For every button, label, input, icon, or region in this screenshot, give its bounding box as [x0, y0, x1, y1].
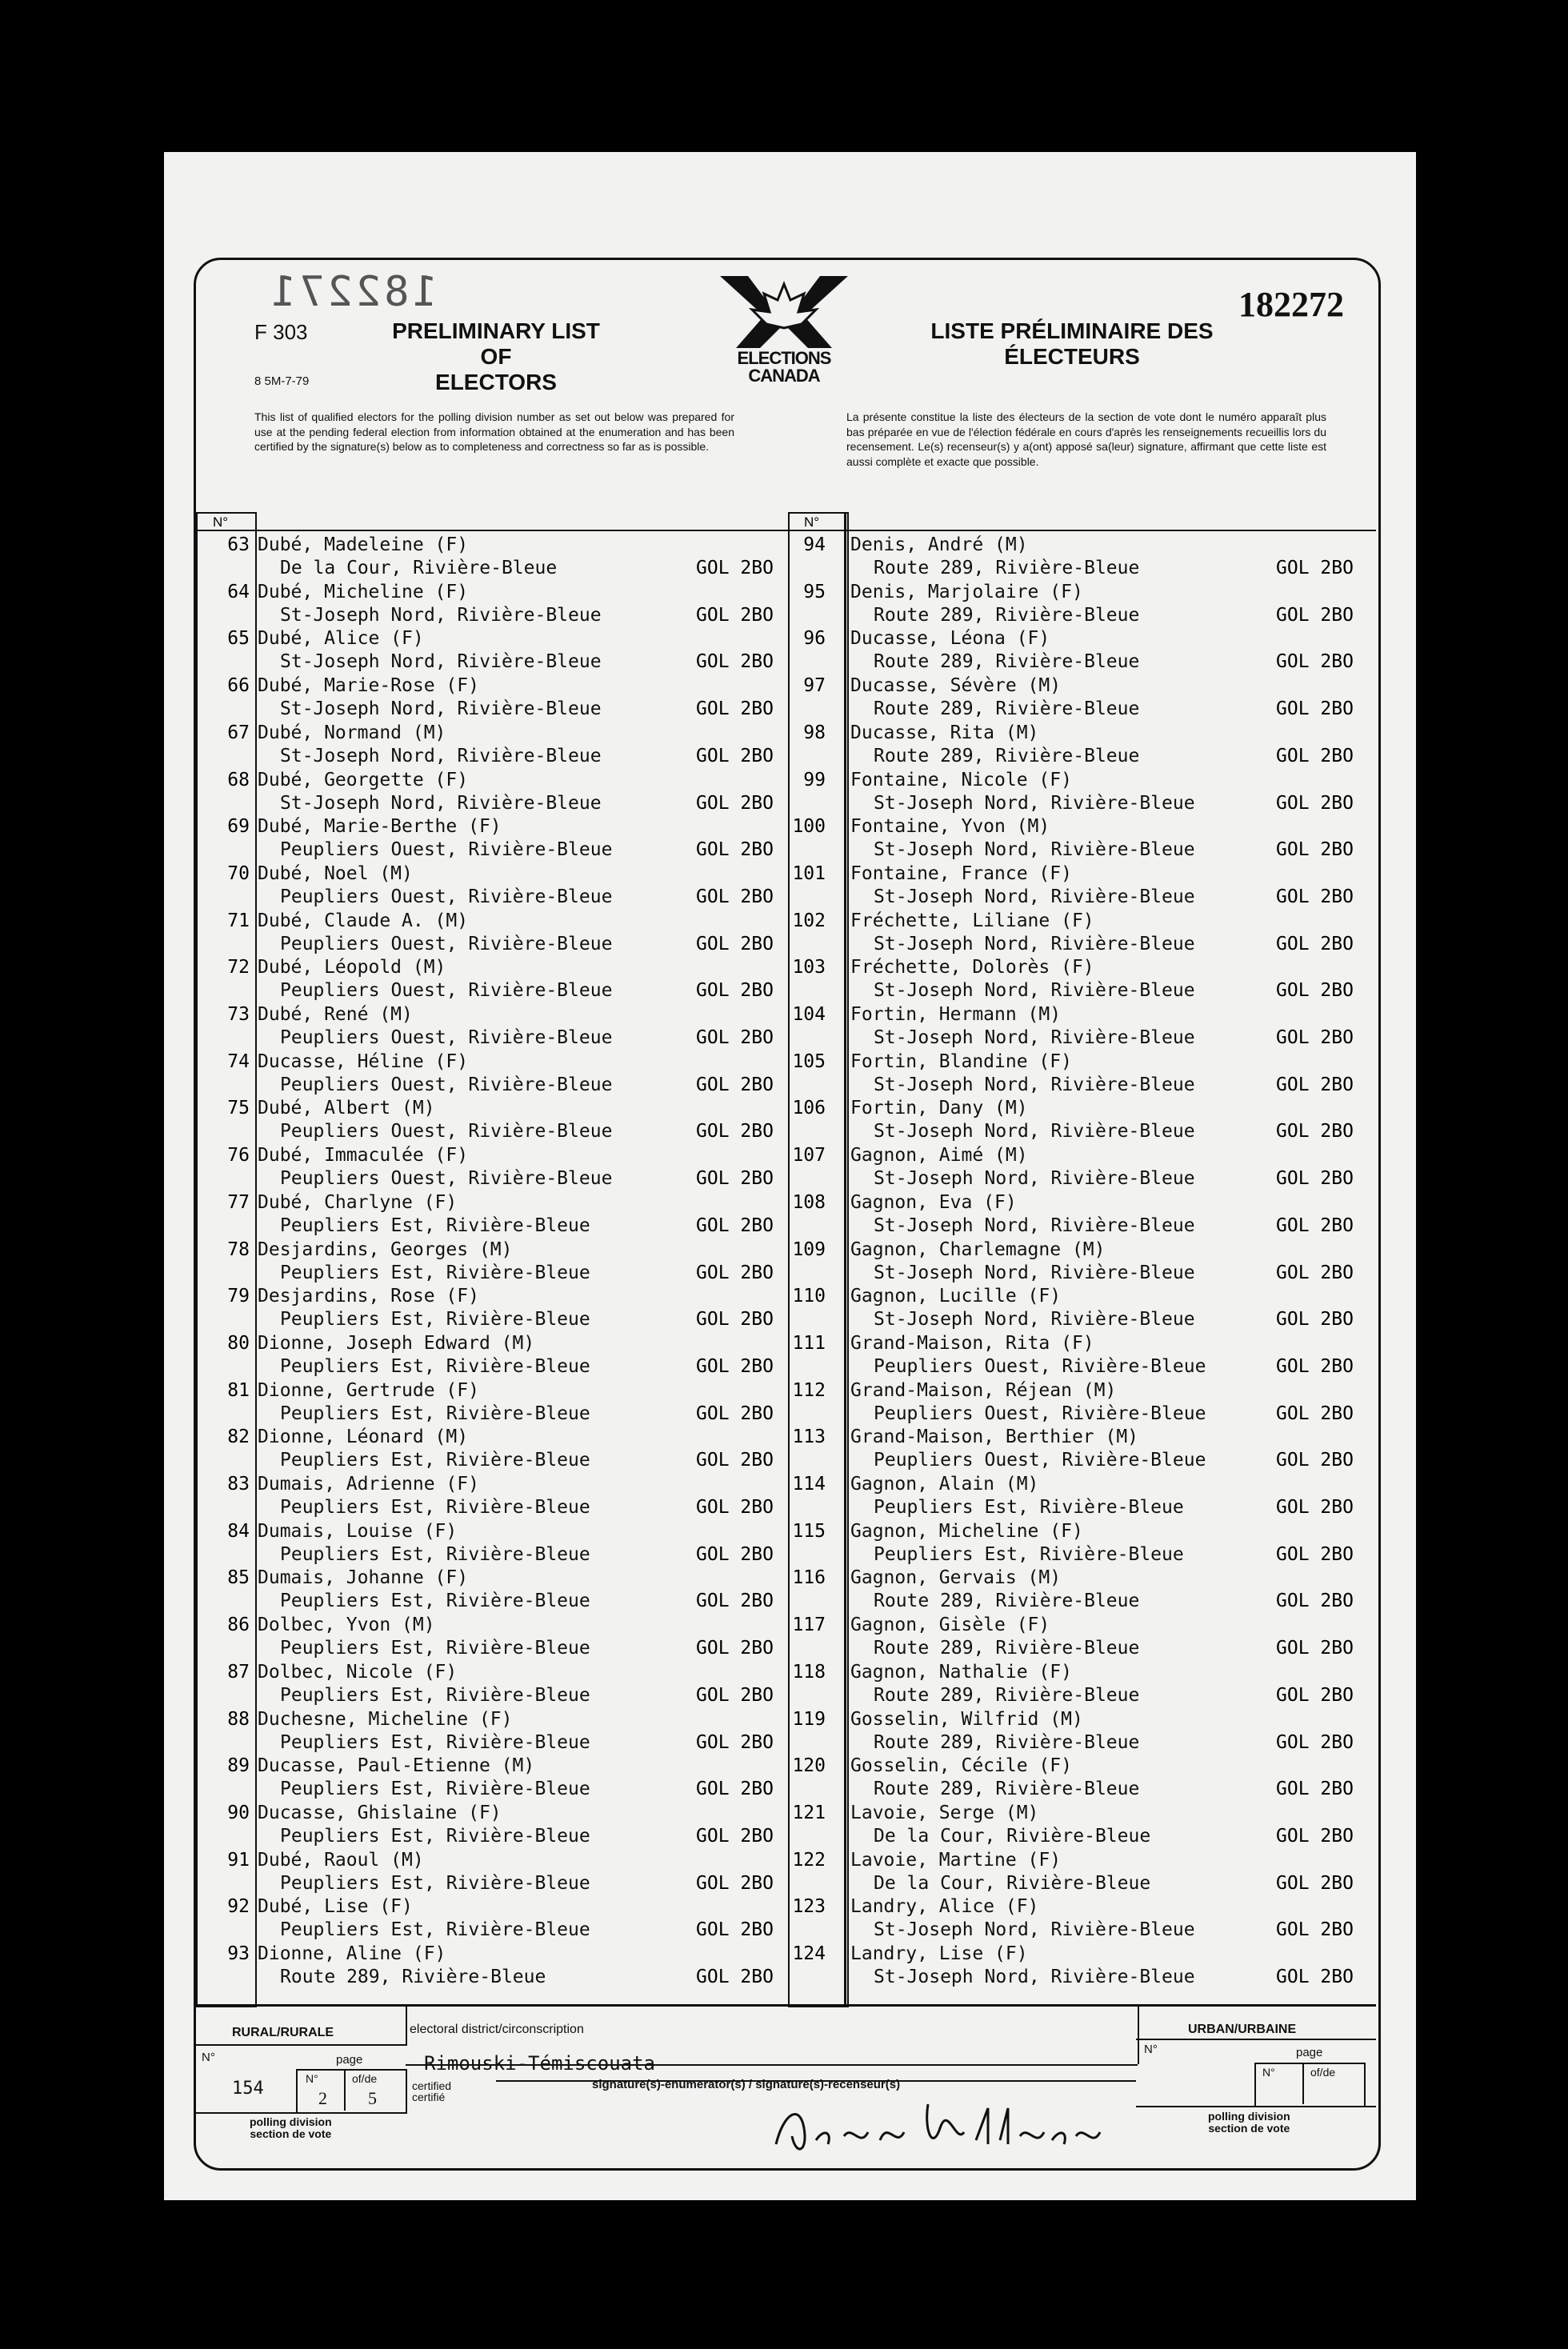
postal-code: GOL 2BO: [696, 933, 774, 954]
elector-name: Gagnon, Aimé (M): [850, 1145, 1028, 1166]
elector-name: Desjardins, Rose (F): [258, 1286, 479, 1307]
elector-name: Grand-Maison, Réjean (M): [850, 1379, 1117, 1401]
postal-code: GOL 2BO: [1276, 1872, 1354, 1894]
enumerator-signature-icon: [768, 2096, 1104, 2160]
urban-rule: [1136, 2039, 1376, 2042]
entry-number: 64: [227, 581, 250, 602]
entry-number: 63: [227, 534, 250, 555]
form-number: F 303: [254, 320, 308, 344]
entry-number: 104: [792, 1004, 826, 1025]
title-en-line1: PRELIMINARY LIST OF: [392, 318, 600, 369]
elector-name: Dubé, Raoul (M): [258, 1849, 424, 1871]
postal-code: GOL 2BO: [1276, 1168, 1354, 1190]
elector-name: Dolbec, Yvon (M): [258, 1615, 435, 1636]
postal-code: GOL 2BO: [696, 1779, 774, 1800]
urban-page-of-label: of/de: [1310, 2066, 1336, 2079]
entry-number: 78: [227, 1239, 250, 1260]
elector-address: Peupliers Est, Rivière-Bleue: [280, 1262, 590, 1283]
postal-code: GOL 2BO: [696, 558, 774, 578]
title-fr-line2: ÉLECTEURS: [1004, 344, 1140, 369]
elector-name: Gagnon, Lucille (F): [850, 1286, 1062, 1307]
postal-code: GOL 2BO: [696, 1215, 774, 1236]
elector-name: Fontaine, Nicole (F): [850, 769, 1072, 790]
elector-address: St-Joseph Nord, Rivière-Bleue: [874, 792, 1195, 814]
elector-address: Peupliers Est, Rivière-Bleue: [874, 1497, 1184, 1518]
urban-polling-label-en: polling division: [1208, 2110, 1290, 2123]
entry-number: 84: [227, 1520, 250, 1542]
elector-address: Peupliers Ouest, Rivière-Bleue: [280, 1027, 613, 1048]
elector-name: Fréchette, Dolorès (F): [850, 957, 1094, 978]
postal-code: GOL 2BO: [1276, 886, 1354, 907]
elector-name: Dionne, Léonard (M): [258, 1427, 469, 1448]
entry-number: 118: [792, 1661, 826, 1683]
postal-code: GOL 2BO: [1276, 1355, 1354, 1377]
postal-code: GOL 2BO: [696, 651, 774, 673]
entry-number: 111: [792, 1332, 826, 1354]
entry-number: 73: [227, 1004, 250, 1025]
page-divider: [344, 2069, 347, 2111]
postal-code: GOL 2BO: [1276, 1825, 1354, 1847]
elector-address: St-Joseph Nord, Rivière-Bleue: [280, 792, 602, 814]
elector-name: Dubé, Georgette (F): [258, 769, 469, 790]
elector-name: Gagnon, Gisèle (F): [850, 1615, 1050, 1636]
postal-code: GOL 2BO: [696, 1731, 774, 1753]
elector-address: Peupliers Ouest, Rivière-Bleue: [280, 980, 613, 1002]
elector-address: Route 289, Rivière-Bleue: [874, 558, 1140, 578]
elector-name: Gosselin, Wilfrid (M): [850, 1708, 1083, 1730]
urban-polling-rule: [1136, 2106, 1376, 2109]
middle-rule: [844, 512, 846, 2004]
postal-code: GOL 2BO: [1276, 1779, 1354, 1800]
entry-number: 99: [803, 769, 826, 790]
entry-number: 87: [227, 1661, 250, 1683]
rural-page-label: page: [336, 2053, 363, 2067]
elector-address: St-Joseph Nord, Rivière-Bleue: [874, 1967, 1195, 1987]
signature-line: [496, 2080, 1136, 2083]
elector-name: Ducasse, Ghislaine (F): [258, 1802, 502, 1823]
elector-address: Peupliers Est, Rivière-Bleue: [280, 1919, 590, 1941]
elector-name: Dubé, Marie-Berthe (F): [258, 816, 502, 838]
entry-number: 85: [227, 1567, 250, 1589]
title-english: [376, 318, 616, 395]
elector-address: Route 289, Rivière-Bleue: [874, 1731, 1140, 1753]
certified-fr: certifié: [412, 2091, 446, 2103]
entry-number: 109: [792, 1239, 826, 1260]
elector-address: Peupliers Ouest, Rivière-Bleue: [280, 933, 613, 954]
page-total: 5: [368, 2088, 377, 2108]
entry-number: 122: [792, 1849, 826, 1871]
entry-number: 80: [227, 1332, 250, 1354]
entry-number: 72: [227, 957, 250, 978]
entry-number: 94: [803, 534, 826, 555]
postal-code: GOL 2BO: [696, 1825, 774, 1847]
district-bottom-rule: [406, 2064, 1138, 2067]
entry-number: 82: [227, 1427, 250, 1448]
entry-number: 107: [792, 1145, 826, 1166]
elector-name: Dubé, Immaculée (F): [258, 1145, 469, 1166]
postal-code: GOL 2BO: [696, 698, 774, 720]
elector-name: Dubé, René (M): [258, 1004, 413, 1025]
urban-no-label: N°: [1144, 2043, 1158, 2056]
elector-address: Route 289, Rivière-Bleue: [874, 1779, 1140, 1800]
elector-address: Peupliers Est, Rivière-Bleue: [280, 1215, 590, 1236]
postal-code: GOL 2BO: [696, 1872, 774, 1894]
elector-address: Peupliers Ouest, Rivière-Bleue: [280, 1121, 613, 1142]
elector-address: St-Joseph Nord, Rivière-Bleue: [280, 745, 602, 766]
title-french: [912, 318, 1232, 370]
elector-name: Dubé, Lise (F): [258, 1896, 413, 1918]
elector-address: Peupliers Ouest, Rivière-Bleue: [280, 839, 613, 861]
elector-address: Route 289, Rivière-Bleue: [874, 604, 1140, 626]
entry-number: 113: [792, 1427, 826, 1448]
postal-code: GOL 2BO: [696, 1638, 774, 1659]
postal-code: GOL 2BO: [696, 745, 774, 766]
elector-name: Dubé, Marie-Rose (F): [258, 675, 479, 697]
rural-label: RURAL/RURALE: [232, 2026, 334, 2039]
entry-number: 115: [792, 1520, 826, 1542]
elector-name: Gagnon, Eva (F): [850, 1191, 1017, 1213]
postal-code: GOL 2BO: [1276, 1591, 1354, 1612]
postal-code: GOL 2BO: [1276, 1121, 1354, 1142]
postal-code: GOL 2BO: [1276, 1497, 1354, 1518]
entry-number: 65: [227, 628, 250, 650]
elector-name: Dubé, Madeleine (F): [258, 534, 469, 555]
postal-code: GOL 2BO: [1276, 933, 1354, 954]
entry-number: 97: [803, 675, 826, 697]
postal-code: GOL 2BO: [696, 1543, 774, 1565]
postal-code: GOL 2BO: [696, 1121, 774, 1142]
entry-number: 119: [792, 1708, 826, 1730]
elector-address: Peupliers Est, Rivière-Bleue: [874, 1543, 1184, 1565]
elector-name: Dolbec, Nicole (F): [258, 1661, 458, 1683]
postal-code: GOL 2BO: [696, 1591, 774, 1612]
elector-address: Route 289, Rivière-Bleue: [874, 698, 1140, 720]
elector-name: Ducasse, Rita (M): [850, 722, 1039, 743]
postal-code: GOL 2BO: [1276, 1450, 1354, 1471]
entry-number: 81: [227, 1379, 250, 1401]
postal-code: GOL 2BO: [1276, 604, 1354, 626]
elector-address: Peupliers Est, Rivière-Bleue: [280, 1497, 590, 1518]
elector-address: Route 289, Rivière-Bleue: [874, 1638, 1140, 1659]
elector-address: St-Joseph Nord, Rivière-Bleue: [874, 839, 1195, 861]
elector-address: Peupliers Est, Rivière-Bleue: [280, 1825, 590, 1847]
elector-name: Landry, Alice (F): [850, 1896, 1039, 1918]
elector-address: St-Joseph Nord, Rivière-Bleue: [874, 1215, 1195, 1236]
elector-address: Peupliers Est, Rivière-Bleue: [280, 1638, 590, 1659]
elector-address: St-Joseph Nord, Rivière-Bleue: [874, 1121, 1195, 1142]
entry-number: 108: [792, 1191, 826, 1213]
entry-number: 98: [803, 722, 826, 743]
entry-number: 105: [792, 1050, 826, 1072]
entry-number: 116: [792, 1567, 826, 1589]
district-label: electoral district/circonscription: [410, 2023, 584, 2036]
page-no-label: N°: [306, 2072, 318, 2085]
entry-number: 86: [227, 1615, 250, 1636]
postal-code: GOL 2BO: [696, 839, 774, 861]
elector-address: De la Cour, Rivière-Bleue: [874, 1825, 1151, 1847]
entry-number: 124: [792, 1943, 826, 1964]
elector-address: Peupliers Est, Rivière-Bleue: [280, 1543, 590, 1565]
elector-address: St-Joseph Nord, Rivière-Bleue: [280, 698, 602, 720]
postal-code: GOL 2BO: [1276, 1967, 1354, 1987]
elector-address: St-Joseph Nord, Rivière-Bleue: [874, 886, 1195, 907]
entry-number: 79: [227, 1286, 250, 1307]
postal-code: GOL 2BO: [696, 1355, 774, 1377]
polling-number: 154: [232, 2079, 264, 2099]
elector-address: Peupliers Ouest, Rivière-Bleue: [280, 1074, 613, 1095]
postal-code: GOL 2BO: [696, 1497, 774, 1518]
elector-address: Peupliers Est, Rivière-Bleue: [280, 1355, 590, 1377]
postal-code: GOL 2BO: [1276, 980, 1354, 1002]
postal-code: GOL 2BO: [1276, 1638, 1354, 1659]
entry-number: 83: [227, 1474, 250, 1495]
elector-address: Peupliers Ouest, Rivière-Bleue: [874, 1450, 1206, 1471]
elector-address: Peupliers Est, Rivière-Bleue: [280, 1872, 590, 1894]
postal-code: GOL 2BO: [1276, 1309, 1354, 1331]
elector-address: Route 289, Rivière-Bleue: [874, 651, 1140, 673]
entry-number: 69: [227, 816, 250, 838]
elector-address: Peupliers Est, Rivière-Bleue: [280, 1591, 590, 1612]
polling-label-en: polling division: [250, 2115, 332, 2128]
elector-address: Peupliers Est, Rivière-Bleue: [280, 1779, 590, 1800]
entry-number: 67: [227, 722, 250, 743]
postal-code: GOL 2BO: [1276, 651, 1354, 673]
elector-name: Lavoie, Serge (M): [850, 1802, 1039, 1823]
entry-number: 121: [792, 1802, 826, 1823]
elector-name: Dumais, Adrienne (F): [258, 1474, 479, 1495]
title-en-line2: ELECTORS: [435, 370, 557, 394]
elector-address: St-Joseph Nord, Rivière-Bleue: [874, 1074, 1195, 1095]
entry-number: 88: [227, 1708, 250, 1730]
postal-code: GOL 2BO: [1276, 1919, 1354, 1941]
elector-name: Dubé, Léopold (M): [258, 957, 446, 978]
elector-name: Grand-Maison, Berthier (M): [850, 1427, 1139, 1448]
elector-name: Fortin, Dany (M): [850, 1098, 1028, 1119]
elector-name: Ducasse, Sévère (M): [850, 675, 1062, 697]
entry-number: 110: [792, 1286, 826, 1307]
rural-no-label: N°: [202, 2051, 215, 2064]
entry-number: 90: [227, 1802, 250, 1823]
urban-page-no-label: N°: [1262, 2066, 1275, 2079]
page-number: 2: [318, 2088, 327, 2108]
elector-address: Peupliers Ouest, Rivière-Bleue: [874, 1355, 1206, 1377]
elector-address: Peupliers Est, Rivière-Bleue: [280, 1684, 590, 1706]
entry-number: 96: [803, 628, 826, 650]
elector-address: Peupliers Ouest, Rivière-Bleue: [874, 1403, 1206, 1424]
elector-address: De la Cour, Rivière-Bleue: [874, 1872, 1151, 1894]
elector-address: Route 289, Rivière-Bleue: [874, 745, 1140, 766]
elector-name: Gagnon, Gervais (M): [850, 1567, 1062, 1589]
certified-en: certified: [412, 2079, 452, 2092]
elector-name: Gagnon, Alain (M): [850, 1474, 1039, 1495]
elector-name: Dubé, Normand (M): [258, 722, 446, 743]
postal-code: GOL 2BO: [1276, 745, 1354, 766]
postal-code: GOL 2BO: [1276, 792, 1354, 814]
logo-line2: CANADA: [748, 366, 820, 386]
entry-number: 68: [227, 769, 250, 790]
postal-code: GOL 2BO: [696, 1967, 774, 1987]
postal-code: GOL 2BO: [696, 1309, 774, 1331]
signature-label: signature(s)-enumerator(s) / signature(s)-recenseur(s): [592, 2078, 901, 2091]
elector-name: Fontaine, France (F): [850, 862, 1072, 884]
entry-number: 75: [227, 1098, 250, 1119]
urban-page-label: page: [1296, 2046, 1323, 2059]
postal-code: GOL 2BO: [696, 1919, 774, 1941]
elector-name: Landry, Lise (F): [850, 1943, 1028, 1964]
elector-name: Dionne, Aline (F): [258, 1943, 446, 1964]
entry-number: 100: [792, 816, 826, 838]
elector-address: De la Cour, Rivière-Bleue: [280, 558, 558, 578]
elector-name: Fréchette, Liliane (F): [850, 910, 1094, 931]
urban-polling-label-fr: section de vote: [1208, 2122, 1290, 2135]
elector-name: Ducasse, Léona (F): [850, 628, 1050, 650]
serial-number: 182272: [1238, 285, 1344, 324]
elector-address: Peupliers Ouest, Rivière-Bleue: [280, 1168, 613, 1190]
postal-code: GOL 2BO: [1276, 1403, 1354, 1424]
elector-name: Grand-Maison, Rita (F): [850, 1332, 1094, 1354]
elector-name: Fortin, Hermann (M): [850, 1004, 1062, 1025]
postal-code: GOL 2BO: [696, 792, 774, 814]
elector-name: Denis, Marjolaire (F): [850, 581, 1083, 602]
elector-name: Gosselin, Cécile (F): [850, 1755, 1072, 1777]
postal-code: GOL 2BO: [696, 886, 774, 907]
elector-address: St-Joseph Nord, Rivière-Bleue: [280, 604, 602, 626]
elector-address: Peupliers Est, Rivière-Bleue: [280, 1731, 590, 1753]
entry-number: 123: [792, 1896, 826, 1918]
elector-name: Dumais, Johanne (F): [258, 1567, 469, 1589]
elector-address: Route 289, Rivière-Bleue: [280, 1967, 546, 1987]
number-header-left: N°: [213, 514, 229, 530]
postal-code: GOL 2BO: [1276, 698, 1354, 720]
urban-label: URBAN/URBAINE: [1188, 2023, 1297, 2036]
polling-division-label: [250, 2116, 332, 2140]
postal-code: GOL 2BO: [1276, 1215, 1354, 1236]
entry-number: 70: [227, 862, 250, 884]
print-code: 8 5M-7-79: [254, 374, 310, 388]
postal-code: GOL 2BO: [696, 1074, 774, 1095]
elector-name: Lavoie, Martine (F): [850, 1849, 1062, 1871]
entry-number: 95: [803, 581, 826, 602]
elector-address: St-Joseph Nord, Rivière-Bleue: [874, 1027, 1195, 1048]
postal-code: GOL 2BO: [696, 1262, 774, 1283]
elector-address: St-Joseph Nord, Rivière-Bleue: [874, 1168, 1195, 1190]
page-of-label: of/de: [352, 2072, 378, 2085]
elector-name: Gagnon, Charlemagne (M): [850, 1239, 1106, 1260]
elector-address: St-Joseph Nord, Rivière-Bleue: [874, 1919, 1195, 1941]
entry-number: 71: [227, 910, 250, 931]
number-header-right: N°: [804, 514, 820, 530]
elector-address: St-Joseph Nord, Rivière-Bleue: [280, 651, 602, 673]
elector-name: Dubé, Alice (F): [258, 628, 424, 650]
postal-code: GOL 2BO: [1276, 1027, 1354, 1048]
elector-address: Peupliers Est, Rivière-Bleue: [280, 1403, 590, 1424]
postal-code: GOL 2BO: [696, 1403, 774, 1424]
postal-code: GOL 2BO: [696, 1450, 774, 1471]
elector-address: St-Joseph Nord, Rivière-Bleue: [874, 933, 1195, 954]
elector-address: Peupliers Est, Rivière-Bleue: [280, 1450, 590, 1471]
postal-code: GOL 2BO: [696, 1027, 774, 1048]
entry-number: 74: [227, 1050, 250, 1072]
entry-number: 106: [792, 1098, 826, 1119]
elector-name: Duchesne, Micheline (F): [258, 1708, 513, 1730]
elector-name: Denis, André (M): [850, 534, 1028, 555]
postal-code: GOL 2BO: [696, 1684, 774, 1706]
intro-french: La présente constitue la liste des électeurs de la section de vote dont le numéro apparaît plus bas préparée en vue de l'élection fédérale en cours d'après les renseignements recueillis lors du recensement. Le(s) recenseur(s) y a(ont) apposé sa(leur) signature, affirmant que cette liste est aussi complète et exacte que possible.: [846, 410, 1326, 468]
logo-wordmark: [704, 350, 864, 385]
postal-code: GOL 2BO: [1276, 1684, 1354, 1706]
postal-code: GOL 2BO: [1276, 1543, 1354, 1565]
elector-address: Peupliers Est, Rivière-Bleue: [280, 1309, 590, 1331]
elector-name: Dubé, Albert (M): [258, 1098, 435, 1119]
polling-label-fr: section de vote: [250, 2127, 332, 2140]
postal-code: GOL 2BO: [1276, 1262, 1354, 1283]
entry-number: 112: [792, 1379, 826, 1401]
logo-line1: ELECTIONS: [737, 348, 831, 368]
postal-code: GOL 2BO: [696, 980, 774, 1002]
entry-number: 101: [792, 862, 826, 884]
district-name: Rimouski-Témiscouata: [424, 2052, 655, 2075]
postal-code: GOL 2BO: [1276, 558, 1354, 578]
certified-label: [412, 2080, 451, 2103]
entry-number: 66: [227, 675, 250, 697]
list-top-rule: [194, 530, 1376, 531]
elector-name: Ducasse, Paul-Etienne (M): [258, 1755, 535, 1777]
entry-number: 103: [792, 957, 826, 978]
entry-number: 92: [227, 1896, 250, 1918]
entry-number: 120: [792, 1755, 826, 1777]
entry-number: 117: [792, 1615, 826, 1636]
postal-code: GOL 2BO: [696, 604, 774, 626]
postal-code: GOL 2BO: [1276, 1074, 1354, 1095]
elector-name: Dionne, Gertrude (F): [258, 1379, 479, 1401]
elector-name: Dubé, Micheline (F): [258, 581, 469, 602]
urban-page-divider: [1302, 2063, 1306, 2104]
entry-number: 93: [227, 1943, 250, 1964]
entry-number: 89: [227, 1755, 250, 1777]
postal-code: GOL 2BO: [1276, 1731, 1354, 1753]
ghost-stamp-number: 182271: [268, 268, 438, 316]
elector-name: Dumais, Louise (F): [258, 1520, 458, 1542]
elector-address: Route 289, Rivière-Bleue: [874, 1684, 1140, 1706]
elector-name: Gagnon, Nathalie (F): [850, 1661, 1072, 1683]
entry-number: 102: [792, 910, 826, 931]
entry-number: 77: [227, 1191, 250, 1213]
elector-name: Desjardins, Georges (M): [258, 1239, 513, 1260]
entry-number: 114: [792, 1474, 826, 1495]
intro-english: This list of qualified electors for the polling division number as set out below was prepared for use at the pending federal election from information obtained at the enumeration and has been certified by the signature(s) below as to completeness and correctness so far as is possible.: [254, 410, 734, 453]
elector-name: Fortin, Blandine (F): [850, 1050, 1072, 1072]
entry-number: 76: [227, 1145, 250, 1166]
elector-address: St-Joseph Nord, Rivière-Bleue: [874, 1262, 1195, 1283]
elector-name: Dionne, Joseph Edward (M): [258, 1332, 535, 1354]
elector-name: Gagnon, Micheline (F): [850, 1520, 1083, 1542]
elector-address: Peupliers Ouest, Rivière-Bleue: [280, 886, 613, 907]
title-fr-line1: LISTE PRÉLIMINAIRE DES: [930, 318, 1214, 343]
elector-name: Dubé, Charlyne (F): [258, 1191, 458, 1213]
elector-name: Fontaine, Yvon (M): [850, 816, 1050, 838]
entry-number: 91: [227, 1849, 250, 1871]
elector-address: St-Joseph Nord, Rivière-Bleue: [874, 980, 1195, 1002]
elector-address: St-Joseph Nord, Rivière-Bleue: [874, 1309, 1195, 1331]
urban-polling-label: [1208, 2111, 1290, 2135]
elector-address: Route 289, Rivière-Bleue: [874, 1591, 1140, 1612]
elector-name: Dubé, Claude A. (M): [258, 910, 469, 931]
postal-code: GOL 2BO: [696, 1168, 774, 1190]
elector-name: Ducasse, Héline (F): [258, 1050, 469, 1072]
postal-code: GOL 2BO: [1276, 839, 1354, 861]
elector-name: Dubé, Noel (M): [258, 862, 413, 884]
